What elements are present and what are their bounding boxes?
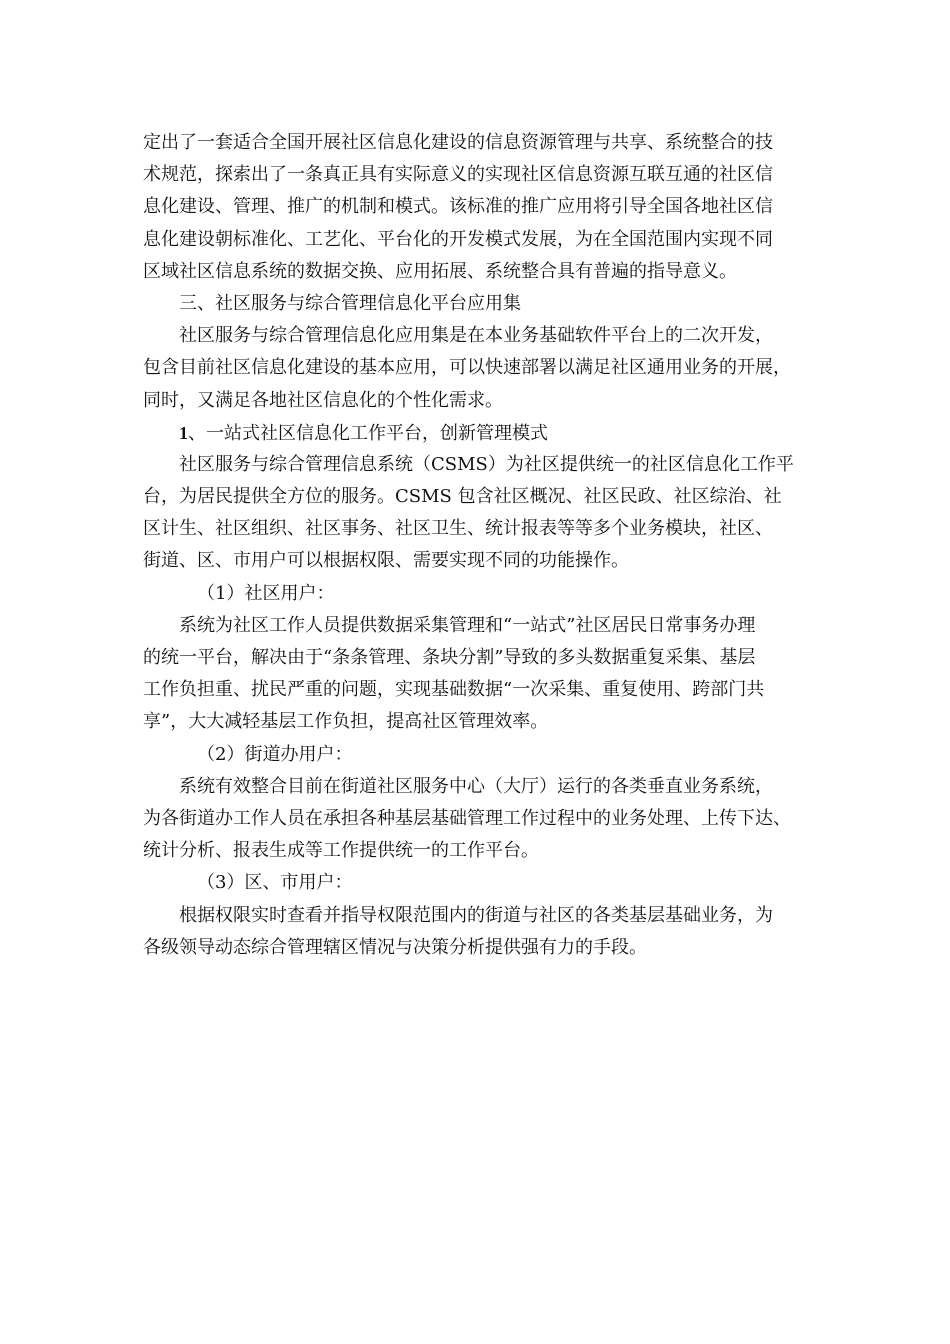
paragraph-line: 系统有效整合目前在街道社区服务中心（大厅）运行的各类垂直业务系统，	[179, 775, 773, 797]
paragraph-line: 台，为居民提供全方位的服务。CSMS 包含社区概况、社区民政、社区综治、社	[143, 486, 782, 508]
subsection-title: 、一站式社区信息化工作平台，创新管理模式	[188, 422, 548, 444]
subsection-heading	[143, 417, 823, 449]
item-heading: （2）街道办用户：	[197, 743, 353, 765]
paragraph-line: 区域社区信息系统的数据交换、应用拓展、系统整合具有普遍的指导意义。	[143, 260, 737, 282]
paragraph-line: 定出了一套适合全国开展社区信息化建设的信息资源管理与共享、系统整合的技	[143, 132, 773, 153]
paragraph-line: 各级领导动态综合管理辖区情况与决策分析提供强有力的手段。	[143, 936, 647, 958]
section-heading: 三、社区服务与综合管理信息化平台应用集	[179, 292, 521, 314]
paragraph-line: 的统一平台，解决由于“条条管理、条块分割”导致的多头数据重复采集、基层	[143, 647, 756, 668]
item-heading: （3）区、市用户：	[197, 872, 353, 894]
document-body	[143, 127, 823, 964]
paragraph-line: 社区服务与综合管理信息系统（CSMS）为社区提供统一的社区信息化工作平	[179, 453, 794, 475]
subsection-number: 1	[179, 422, 188, 443]
paragraph-line: 同时，又满足各地社区信息化的个性化需求。	[143, 389, 503, 411]
paragraph-line: 系统为社区工作人员提供数据采集管理和“一站式”社区居民日常事务办理	[179, 614, 756, 636]
paragraph-line: 享”，大大减轻基层工作负担，提高社区管理效率。	[143, 711, 549, 733]
paragraph-line: 息化建设、管理、推广的机制和模式。该标准的推广应用将引导全国各地社区信	[143, 196, 773, 218]
paragraph-line: 统计分析、报表生成等工作提供统一的工作平台。	[143, 840, 539, 862]
paragraph-line: 街道、区、市用户可以根据权限、需要实现不同的功能操作。	[143, 550, 629, 572]
paragraph-line: 为各街道办工作人员在承担各种基层基础管理工作过程中的业务处理、上传下达、	[143, 807, 791, 829]
paragraph-line: 术规范，探索出了一条真正具有实际意义的实现社区信息资源互联互通的社区信	[143, 164, 773, 186]
paragraph-line: 工作负担重、扰民严重的问题，实现基础数据“一次采集、重复使用、跨部门共	[143, 679, 765, 701]
paragraph-line: 区计生、社区组织、社区事务、社区卫生、统计报表等等多个业务模块，社区、	[143, 518, 773, 540]
item-heading: （1）社区用户：	[197, 582, 335, 604]
paragraph-line: 社区服务与综合管理信息化应用集是在本业务基础软件平台上的二次开发，	[179, 325, 773, 347]
paragraph-line: 根据权限实时查看并指导权限范围内的街道与社区的各类基层基础业务，为	[179, 904, 773, 926]
paragraph-line: 息化建设朝标准化、工艺化、平台化的开发模式发展，为在全国范围内实现不同	[143, 228, 773, 250]
paragraph-line: 包含目前社区信息化建设的基本应用，可以快速部署以满足社区通用业务的开展，	[143, 357, 791, 379]
